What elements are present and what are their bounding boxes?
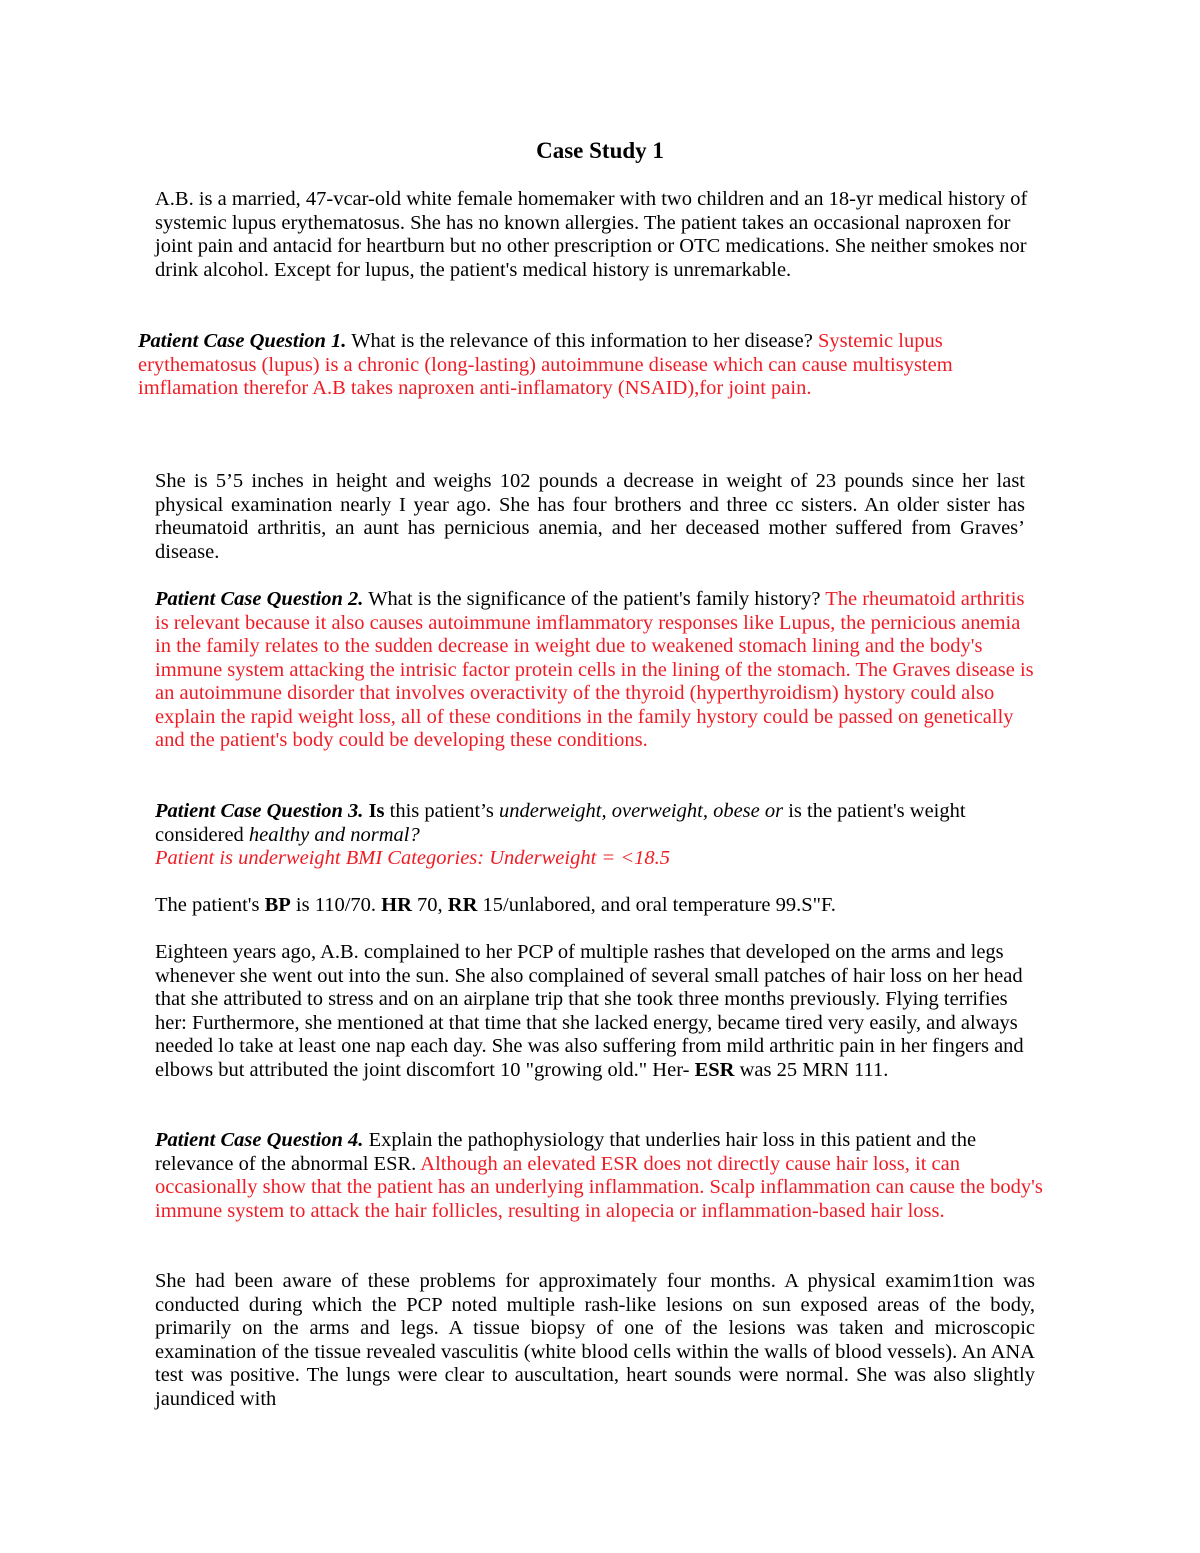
bp-label: BP — [264, 894, 291, 916]
question-2-answer: The rheumatoid arthritis is relevant because it also causes autoimmune imflammatory responses like Lupus, the pernicious anemia in the family relates to the sudden decrease in weight due to weakened stomach lining and the body's immune system attacking the intrisic factor protein cells in the lining of the stomach. The Graves disease is an autoimmune disorder that involves overactivity of the thyroid (hyperthyroidism) hystory could also explain the rapid weight loss, all of these conditions in the family hystory could be passed on genetically and the patient's body could be developing these conditions. — [155, 588, 1034, 751]
question-2-text: What is the significance of the patient's family history? — [363, 588, 826, 610]
question-2-label: Patient Case Question 2. — [155, 588, 364, 610]
question-1-label: Patient Case Question 1. — [138, 330, 347, 352]
question-3-text-1: this patient’s — [384, 800, 499, 822]
vitals-line — [155, 894, 1035, 918]
vitals-text-1: The patient's — [155, 894, 265, 916]
past-history-paragraph — [155, 941, 1025, 1082]
question-1 — [138, 330, 1033, 401]
question-1-answer: Systemic lupus erythematosus (lupus) is a chronic (long-lasting) autoimmune disease which can cause multisystem imflamation therefor A.B takes naproxen anti-inflamatory (NSAID),for joint pain. — [138, 330, 953, 399]
question-3-is: Is — [368, 800, 385, 822]
intro-paragraph: A.B. is a married, 47-vcar-old white female homemaker with two children and an 18-yr medical history of systemic lupus erythematosus. She has no known allergies. The patient takes an occasional naproxen for joint pain and antacid for heartburn but no other prescription or OTC medications. She neither smokes nor drink alcohol. Except for lupus, the patient's medical history is unremarkable. — [155, 188, 1028, 281]
vitals-text-3: 70, — [411, 894, 448, 916]
vitals-text-2: is 110/70. — [290, 894, 382, 916]
vitals-text-4: 15/unlabored, and oral temperature 99.S"F. — [477, 894, 836, 916]
question-3-answer: Patient is underweight BMI Categories: Underweight = <18.5 — [155, 847, 671, 869]
question-3-italic-1: underweight, overweight, obese or — [498, 800, 784, 822]
question-3-text-2: is the patient's weight considered — [155, 800, 966, 846]
question-2 — [155, 588, 1035, 753]
question-1-text: What is the relevance of this information to her disease? — [346, 330, 818, 352]
examination-paragraph: She had been aware of these problems for approximately four months. A physical examim1tion was conducted during which the PCP noted multiple rash-like lesions on sun exposed areas of the body, primarily on the arms and legs. A tissue biopsy of one of the lesions was taken and microscopic examination of the tissue revealed vasculitis (white blood cells within the walls of blood vessels). An ANA test was positive. The lungs were clear to auscultation, heart sounds were normal. She was also slightly jaundiced with — [155, 1270, 1035, 1410]
past-history-text: Eighteen years ago, A.B. complained to her PCP of multiple rashes that developed on the arms and legs whenever she went out into the sun. She also complained of several small patches of hair loss on her head that she attributed to stress and on an airplane trip that she took three months previously. Flying terrifies her: Furthermore, she mentioned at that time that she lacked energy, became tired very easily, and always needed lo take at least one nap each day. She was also suffering from mild arthritic pain in her fingers and elbows but attributed the joint discomfort 10 "growing old." Her- — [155, 941, 1024, 1081]
question-3-label: Patient Case Question 3. — [155, 800, 364, 822]
past-history-tail: was 25 MRN 111. — [734, 1058, 889, 1081]
question-4 — [155, 1129, 1045, 1223]
question-4-label: Patient Case Question 4. — [155, 1129, 364, 1151]
history-paragraph: She is 5’5 inches in height and weighs 102 pounds a decrease in weight of 23 pounds since her last physical examination nearly I year ago. She has four brothers and three cc sisters. An older sister has rheumatoid arthritis, an aunt has pernicious anemia, and her deceased mother suffered from Graves’ disease. — [155, 470, 1025, 563]
hr-label: HR — [381, 894, 412, 916]
esr-label: ESR — [694, 1058, 735, 1081]
rr-label: RR — [447, 894, 478, 916]
page-title: Case Study 1 — [536, 138, 664, 163]
question-4-text: Explain the pathophysiology that underlies hair loss in this patient and the relevance of the abnormal ESR. — [155, 1129, 977, 1175]
question-4-answer: Although an elevated ESR does not directly cause hair loss, it can occasionally show that the patient has an underlying inflammation. Scalp inflammation can cause the body's immune system to attack the hair follicles, resulting in alopecia or inflammation-based hair loss. — [155, 1152, 1043, 1222]
question-3-italic-2: healthy and normal? — [248, 823, 420, 846]
question-3 — [155, 800, 1035, 871]
